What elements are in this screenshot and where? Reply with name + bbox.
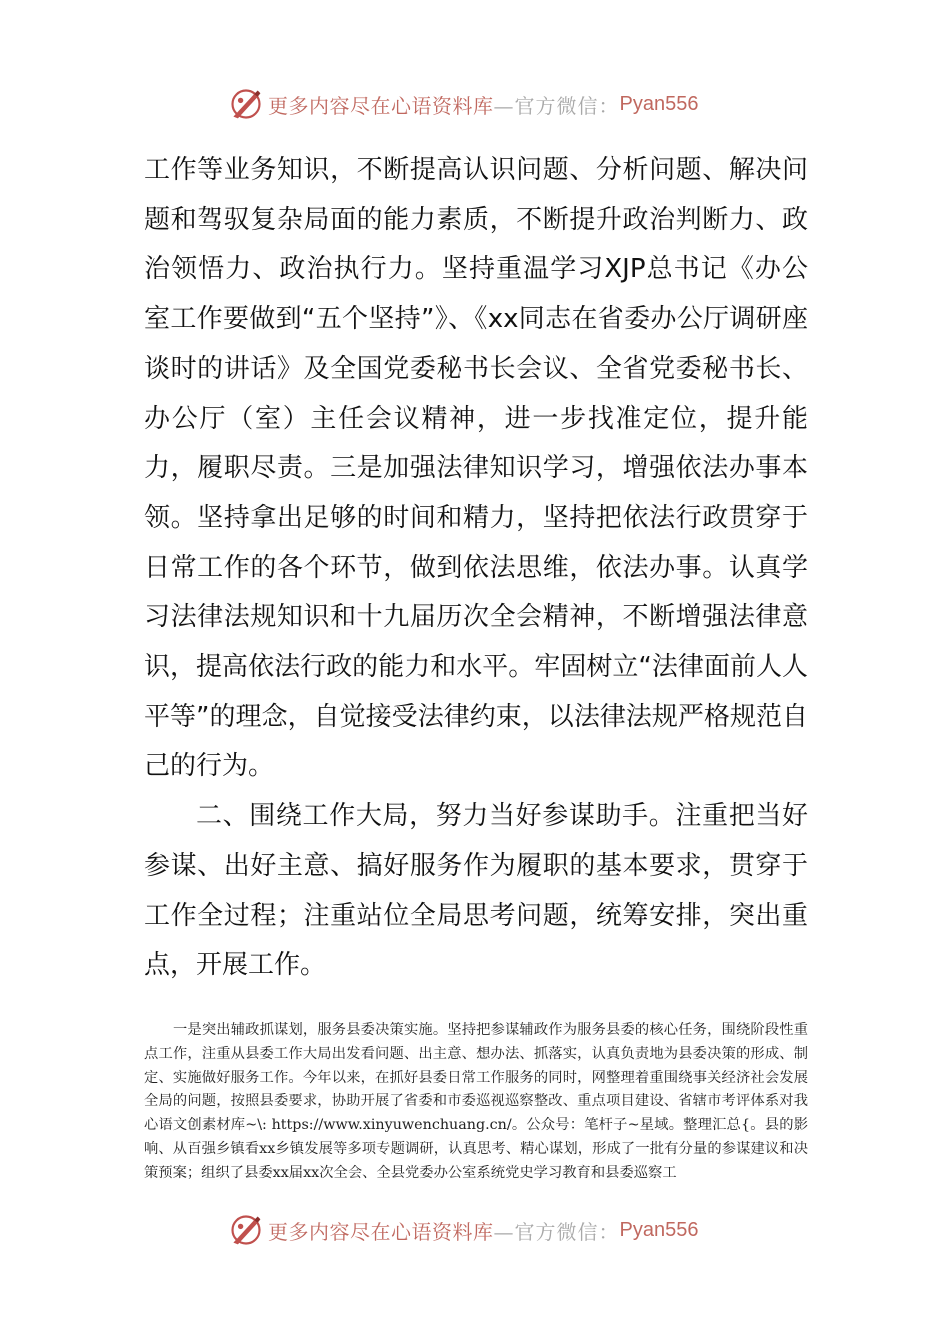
body-paragraph-2: 二、围绕工作大局，努力当好参谋助手。注重把当好参谋、出好主意、搞好服务作为履职的基本要求，贯穿于工作全过程；注重站位全局思考问题，统筹安排，突出重点，开展工作。 bbox=[144, 801, 808, 981]
header-banner-wechat-label: —官方微信： bbox=[493, 93, 620, 118]
main-body-text bbox=[144, 146, 808, 991]
small-body-text bbox=[144, 1019, 808, 1186]
pen-logo-icon bbox=[228, 1212, 264, 1248]
body-paragraph-1: 工作等业务知识，不断提高认识问题、分析问题、解决问题和驾驭复杂局面的能力素质，不断提升政治判断力、政治领悟力、政治执行力。坚持重温学习XJP总书记《办公室工作要做到“五个坚持”》、《xx同志在省委办公厅调研座谈时的讲话》及全国党委秘书长会议、全省党委秘书长、办公厅（室）主任会议精神，进一步找准定位，提升能力，履职尽责。三是加强法律知识学习，增强依法办事本领。坚持拿出足够的时间和精力，坚持把依法行政贯穿于日常工作的各个环节，做到依法思维，依法办事。认真学习法律法规知识和十九届历次全会精神，不断增强法律意识，提高依法行政的能力和水平。牢固树立“法律面前人人平等”的理念，自觉接受法律约束，以法律法规严格规范自己的行为。 bbox=[144, 155, 808, 782]
header-banner-text: 更多内容尽在心语资料库 bbox=[268, 93, 494, 118]
pen-logo-icon bbox=[228, 86, 264, 122]
footer-banner-text: 更多内容尽在心语资料库 bbox=[268, 1219, 494, 1244]
header-banner-wechat-id: Pyan556 bbox=[619, 92, 699, 115]
footer-watermark-banner bbox=[228, 1208, 698, 1252]
footer-banner-wechat-id: Pyan556 bbox=[619, 1218, 699, 1241]
footer-banner-wechat-label: —官方微信： bbox=[493, 1219, 620, 1244]
header-watermark-banner bbox=[228, 82, 698, 126]
small-paragraph: 一是突出辅政抓谋划，服务县委决策实施。坚持把参谋辅政作为服务县委的核心任务，围绕阶段性重点工作，注重从县委工作大局出发看问题、出主意、想办法、抓落实，认真负责地为县委决策的形成、制定、实施做好服务工作。今年以来，在抓好县委日常工作服务的同时，网整理着重围绕事关经济社会发展全局的问题，按照县委要求，协助开展了省委和市委巡视巡察整改、重点项目建设、省辖市考评体系对我心语文创素材库~\: https://www.xinyuwenchuang.cn/。公众号：笔杆子~星域。整理汇总{。县的影响、从百强乡镇看xx乡镇发展等多项专题调研，认真思考、精心谋划，形成了一批有分量的参谋建议和决策预案；组织了县委xx届xx次全会、全县党委办公室系统党史学习教育和县委巡察工 bbox=[144, 1022, 808, 1181]
